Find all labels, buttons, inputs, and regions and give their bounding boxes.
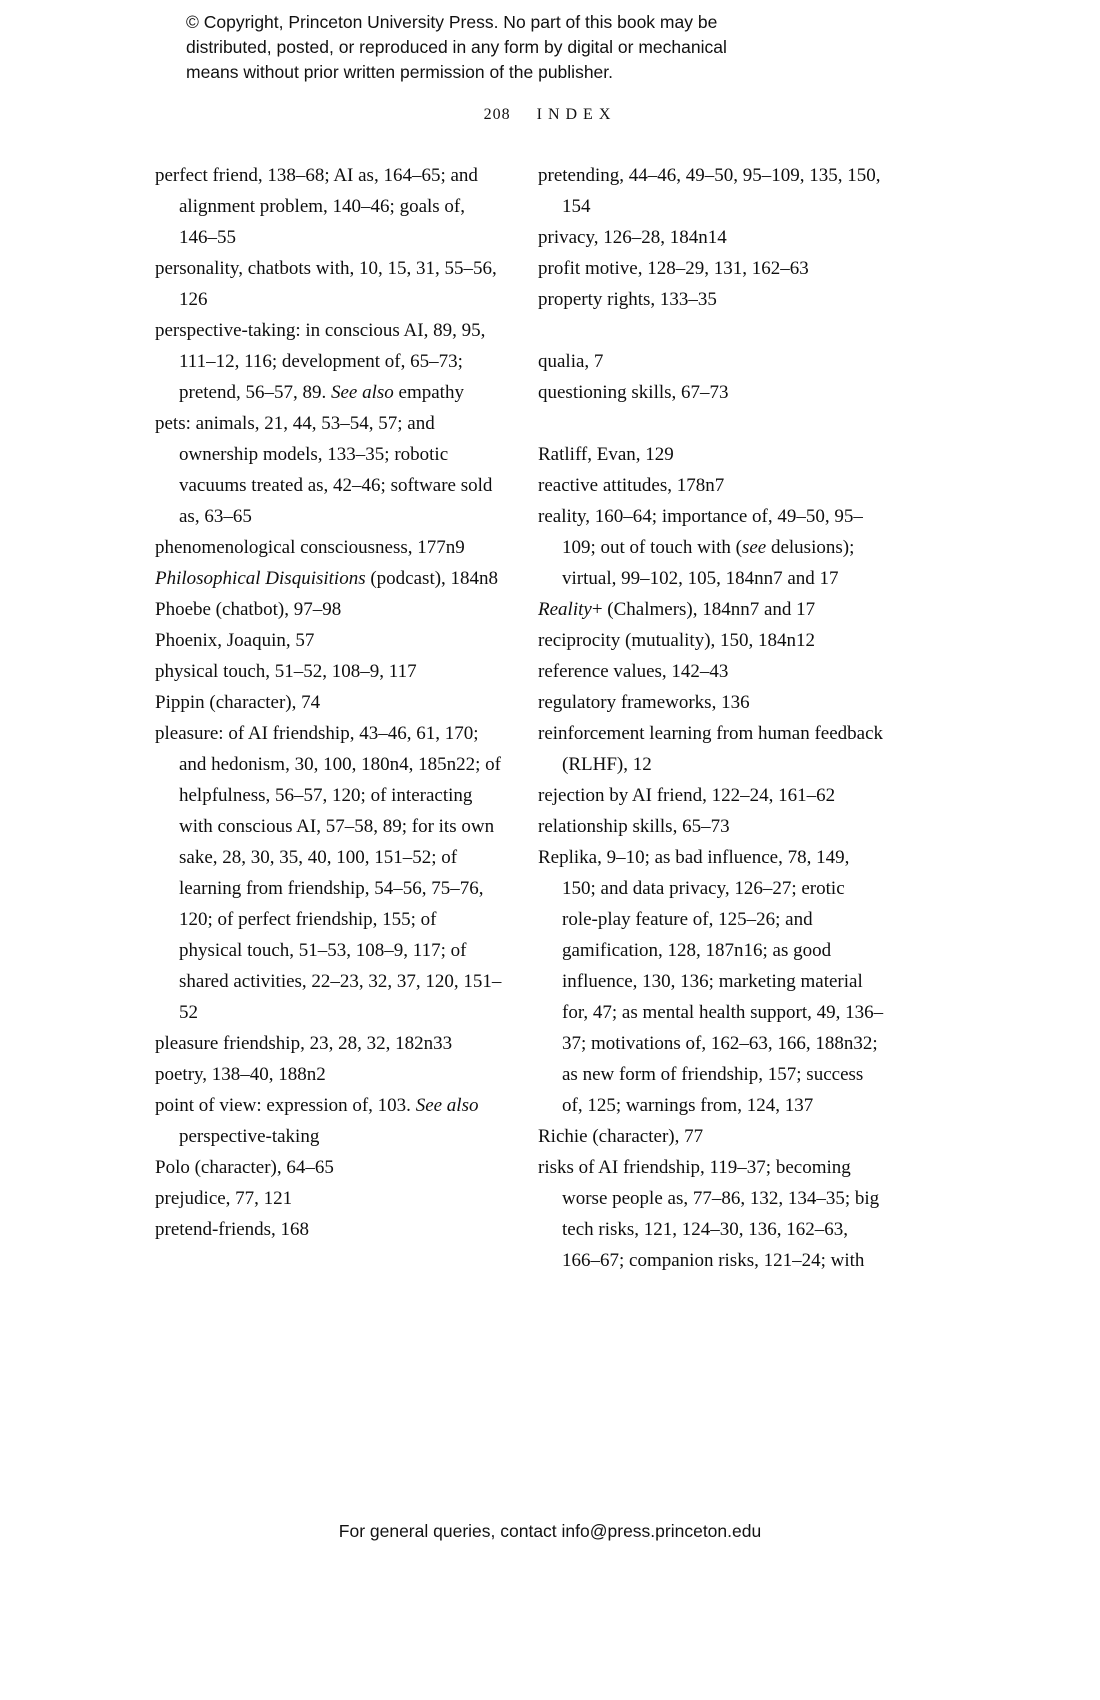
index-entry-text: reality, 160–64; importance of, 49–50, 95–109; out of touch with (: [538, 506, 863, 558]
index-entry-text: physical touch, 51–52, 108–9, 117: [155, 661, 417, 682]
copyright-line-3: means without prior written permission of the publisher.: [186, 62, 614, 82]
index-entry-text: questioning skills, 67–73: [538, 382, 729, 403]
index-entry-text: profit motive, 128–29, 131, 162–63: [538, 258, 809, 279]
index-entry: [155, 1090, 502, 1152]
page-number: 208: [483, 106, 511, 123]
index-entry: [538, 346, 885, 377]
index-entry-text: pretend-friends, 168: [155, 1219, 310, 1240]
index-entry-text: regulatory frameworks, 136: [538, 692, 750, 713]
index-entry-italic-text: See also: [330, 382, 394, 403]
index-entry-text: relationship skills, 65–73: [538, 816, 730, 837]
index-column-right: [538, 160, 885, 1276]
index-columns: [155, 160, 885, 1276]
index-entry-text: privacy, 126–28, 184n14: [538, 227, 727, 248]
index-entry-text: risks of AI friendship, 119–37; becoming worse people as, 77–86, 132, 134–35; big tech risks, 121, 124–30, 136, 162–63, 166–67; companion risks, 121–24; with: [538, 1157, 880, 1271]
index-entry-text: pretending, 44–46, 49–50, 95–109, 135, 150, 154: [538, 165, 881, 217]
index-entry-text: prejudice, 77, 121: [155, 1188, 293, 1209]
index-entry: [155, 315, 502, 408]
index-entry: [538, 656, 885, 687]
index-entry: [538, 625, 885, 656]
index-entry-text: pleasure friendship, 23, 28, 32, 182n33: [155, 1033, 453, 1054]
index-entry: [538, 222, 885, 253]
index-entry-text: reactive attitudes, 178n7: [538, 475, 725, 496]
index-entry: [155, 1152, 502, 1183]
index-entry: [155, 687, 502, 718]
index-entry: [155, 656, 502, 687]
index-entry-text: reference values, 142–43: [538, 661, 729, 682]
section-title: INDEX: [536, 106, 617, 123]
footer-contact: For general queries, contact info@press.princeton.edu: [338, 1521, 762, 1541]
copyright-notice: [186, 10, 866, 85]
index-entry: [538, 253, 885, 284]
index-entry: [538, 470, 885, 501]
index-entry: [155, 160, 502, 253]
index-entry-italic-text: Reality: [538, 599, 592, 620]
index-entry: [538, 718, 885, 780]
index-entry: [155, 408, 502, 532]
index-entry-text: poetry, 138–40, 188n2: [155, 1064, 326, 1085]
index-entry-text: rejection by AI friend, 122–24, 161–62: [538, 785, 836, 806]
index-entry: [155, 1028, 502, 1059]
index-entry-italic-text: Philosophical Disquisitions: [155, 568, 366, 589]
index-entry-text: reinforcement learning from human feedback (RLHF), 12: [538, 723, 884, 775]
index-entry-italic-text: See also: [415, 1095, 479, 1116]
index-entry-text: Richie (character), 77: [538, 1126, 704, 1147]
index-entry-text: point of view: expression of, 103.: [155, 1095, 416, 1116]
index-entry-text: Replika, 9–10; as bad influence, 78, 149, 150; and data privacy, 126–27; erotic role-play feature of, 125–26; and gamification, 128, 187n16; as good influence, 130, 136; marketing material for, 47; as mental health support, 49, 136–37; motivations of, 162–63, 166, 188n32; as new form of friendship, 157; success of, 125; warnings from, 124, 137: [538, 847, 884, 1116]
index-entry: [538, 439, 885, 470]
index-entry: [155, 718, 502, 1028]
index-entry-text: personality, chatbots with, 10, 15, 31, 55–56, 126: [155, 258, 497, 310]
copyright-line-2: distributed, posted, or reproduced in any form by digital or mechanical: [186, 37, 727, 57]
index-entry-text: (podcast), 184n8: [365, 568, 499, 589]
index-entry: [155, 625, 502, 656]
index-entry: [155, 1059, 502, 1090]
index-entry-text: Phoebe (chatbot), 97–98: [155, 599, 342, 620]
index-entry: [155, 253, 502, 315]
index-entry: [538, 811, 885, 842]
index-entry-text: pleasure: of AI friendship, 43–46, 61, 170; and hedonism, 30, 100, 180n4, 185n22; of helpfulness, 56–57, 120; of interacting with conscious AI, 57–58, 89; for its own sake, 28, 30, 35, 40, 100, 151–52; of learning from friendship, 54–56, 75–76, 120; of perfect friendship, 155; of physical touch, 51–53, 108–9, 117; of shared activities, 22–23, 32, 37, 120, 151–52: [155, 723, 502, 1023]
index-entry: [155, 1183, 502, 1214]
index-entry: [538, 501, 885, 594]
index-entry: [155, 532, 502, 563]
index-entry: [155, 594, 502, 625]
index-column-left: [155, 160, 502, 1276]
index-entry: [155, 563, 502, 594]
index-entry: [538, 284, 885, 315]
index-entry-text: Polo (character), 64–65: [155, 1157, 334, 1178]
index-entry-text: Phoenix, Joaquin, 57: [155, 630, 315, 651]
index-entry-text: perspective-taking: [179, 1126, 320, 1147]
index-entry: [538, 687, 885, 718]
index-entry: [538, 1152, 885, 1276]
index-entry: [538, 842, 885, 1121]
copyright-line-1: © Copyright, Princeton University Press. No part of this book may be: [186, 12, 718, 32]
index-entry: [538, 377, 885, 408]
index-entry: [155, 1214, 502, 1245]
index-entry-italic-text: see: [741, 537, 767, 558]
index-entry-text: perspective-taking: in conscious AI, 89, 95, 111–12, 116; development of, 65–73; pretend, 56–57, 89.: [155, 320, 486, 403]
index-entry-text: phenomenological consciousness, 177n9: [155, 537, 465, 558]
index-entry: [538, 594, 885, 625]
index-entry-text: pets: animals, 21, 44, 53–54, 57; and ownership models, 133–35; robotic vacuums treated as, 42–46; software sold as, 63–65: [155, 413, 493, 527]
index-entry-text: reciprocity (mutuality), 150, 184n12: [538, 630, 816, 651]
index-entry-text: + (Chalmers), 184nn7 and 17: [591, 599, 816, 620]
index-entry-text: delusions); virtual, 99–102, 105, 184nn7 and 17: [562, 537, 855, 589]
index-entry: [538, 780, 885, 811]
index-entry-text: empathy: [393, 382, 464, 403]
index-entry: [538, 160, 885, 222]
index-entry-text: property rights, 133–35: [538, 289, 717, 310]
index-entry-text: qualia, 7: [538, 351, 604, 372]
index-entry: [538, 1121, 885, 1152]
index-entry-text: perfect friend, 138–68; AI as, 164–65; and alignment problem, 140–46; goals of, 146–55: [155, 165, 478, 248]
index-entry-text: Ratliff, Evan, 129: [538, 444, 674, 465]
page-header: [0, 106, 1100, 124]
index-entry-text: Pippin (character), 74: [155, 692, 321, 713]
